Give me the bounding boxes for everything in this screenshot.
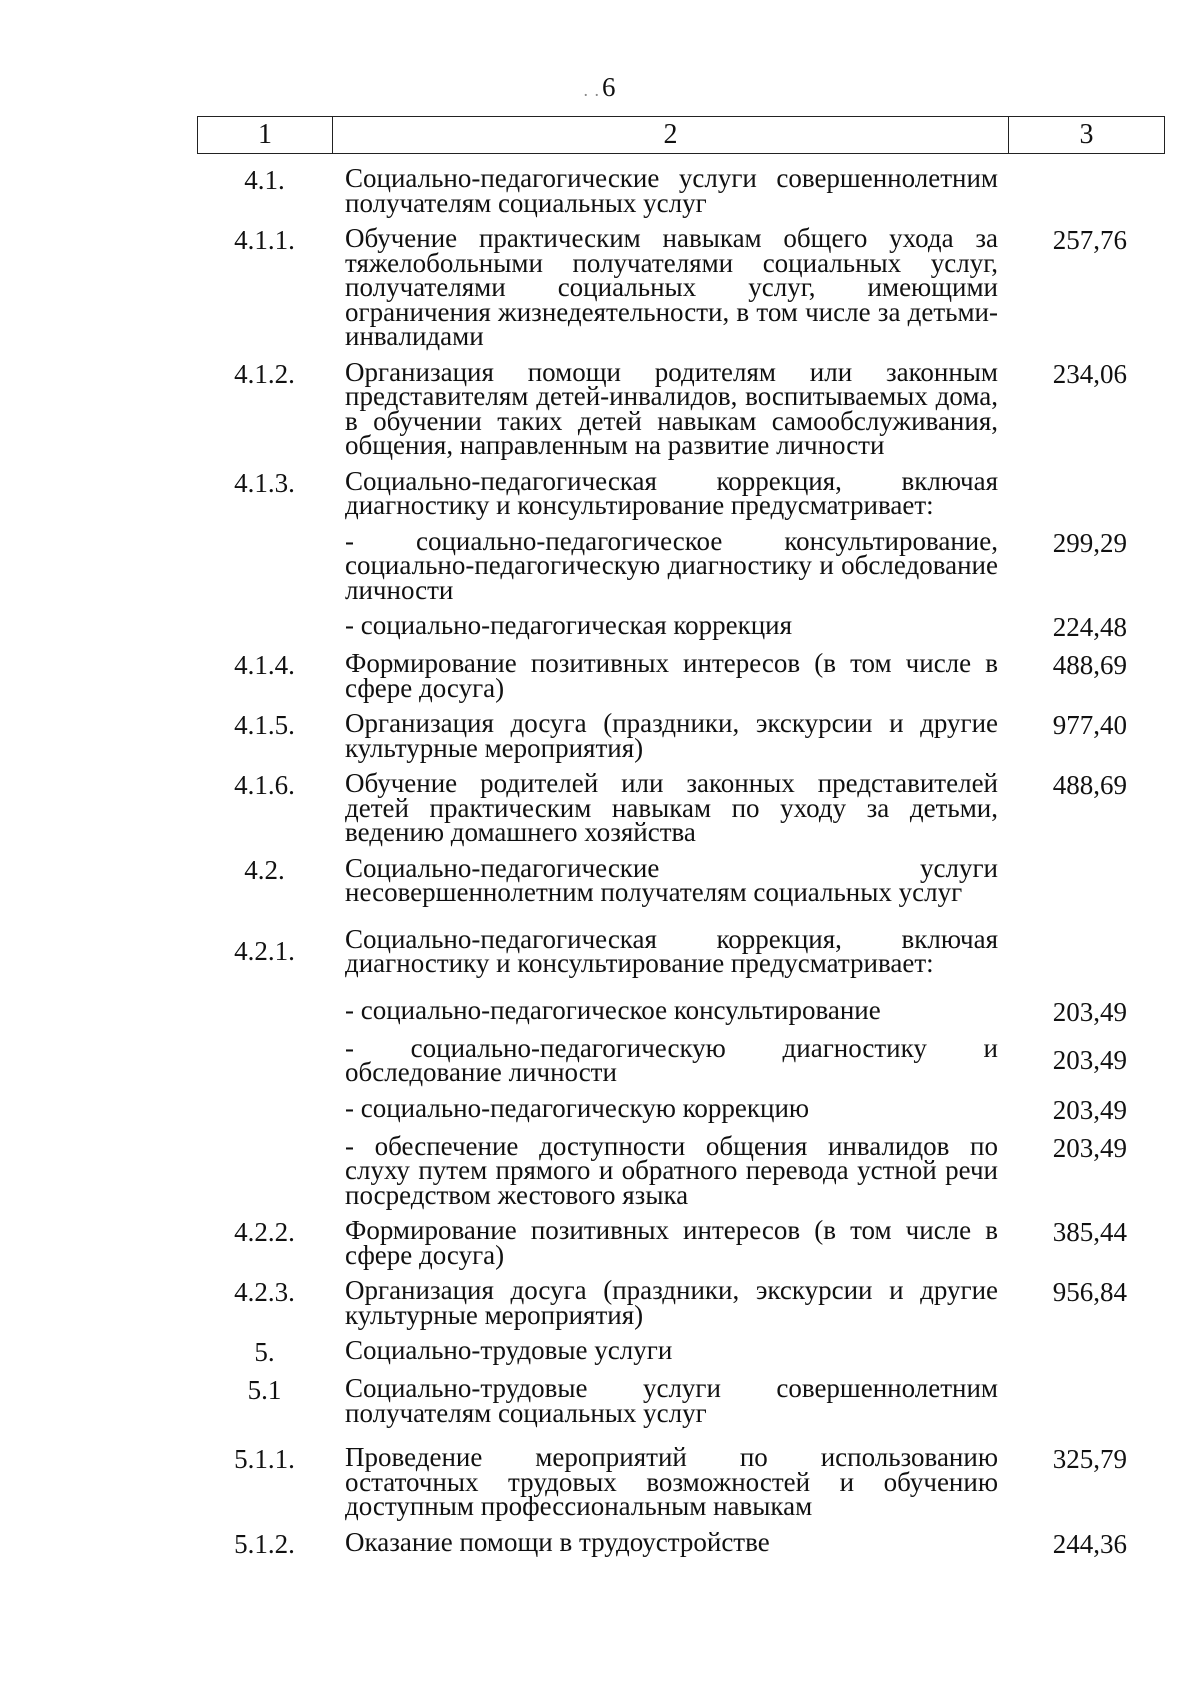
- row-value: 977,40: [1052, 710, 1127, 740]
- services-table-body: [197, 160, 1165, 1557]
- table-row: [197, 356, 1165, 460]
- row-number: [197, 613, 332, 615]
- row-text: Организация досуга (праздники, экскурсии и другие культурные мероприятия): [345, 708, 998, 763]
- row-value: [998, 469, 1165, 471]
- table-row: [197, 708, 1165, 763]
- table-row: [197, 465, 1165, 520]
- row-number: 4.1.4.: [234, 650, 295, 680]
- row-text: Социально-педагогические услуги несовершеннолетним получателям социальных услуг: [345, 852, 998, 907]
- row-number: 4.1.2.: [234, 358, 295, 389]
- table-row: [197, 648, 1165, 703]
- header-col-2: 2: [333, 117, 1009, 153]
- page-number-value: 6: [602, 72, 617, 102]
- row-number: 4.2.1.: [234, 935, 295, 966]
- table-row: [197, 1130, 1165, 1210]
- table-row: [197, 1275, 1165, 1330]
- row-text: Социально-педагогические услуги совершеннолетним получателям социальных услуг: [345, 163, 998, 218]
- row-value: 325,79: [1052, 1444, 1127, 1474]
- row-number: 4.1.5.: [234, 710, 295, 740]
- row-text: - социально-педагогическое консультирование: [345, 994, 881, 1025]
- row-number: 4.1.1.: [234, 225, 295, 255]
- row-value: [998, 856, 1165, 858]
- row-value: 203,49: [1052, 1094, 1127, 1125]
- row-number: 4.1.6.: [234, 770, 295, 800]
- row-value: 385,44: [1052, 1217, 1127, 1247]
- row-text: - социально-педагогическую диагностику и обследование личности: [345, 1032, 998, 1087]
- row-value: 956,84: [1052, 1277, 1127, 1307]
- row-value: 203,49: [1052, 1044, 1127, 1075]
- table-row: [197, 610, 1165, 642]
- row-number: 4.2.2.: [234, 1217, 295, 1247]
- row-value: 244,36: [1052, 1528, 1127, 1559]
- row-text: Социально-педагогическая коррекция, включая диагностику и консультирование предусматривает:: [345, 923, 998, 978]
- row-text: Оказание помощи в трудоустройстве: [345, 1526, 770, 1557]
- header-col-1: 1: [198, 117, 333, 153]
- table-row: [197, 163, 1165, 218]
- row-value: 299,29: [1052, 527, 1127, 558]
- row-text: Обучение практическим навыкам общего ухода за тяжелобольными получателями социальных услуг, получателями социальных услуг, имеющими ограничения жизнедеятельности, в том числе за детьми-инвалидами: [345, 223, 998, 351]
- row-text: Проведение мероприятий по использованию остаточных трудовых возможностей и обучению доступным профессиональным навыкам: [345, 1442, 998, 1521]
- row-text: - социально-педагогическую коррекцию: [345, 1092, 810, 1123]
- table-row: [197, 923, 1165, 978]
- row-text: Социально-трудовые услуги: [345, 1335, 673, 1365]
- row-value: [998, 166, 1165, 168]
- table-row: [197, 525, 1165, 605]
- row-number: [197, 998, 332, 1000]
- page-number-marks: . .: [583, 80, 600, 100]
- table-header: [197, 116, 1165, 154]
- row-text: Формирование позитивных интересов (в том числе в сфере досуга): [345, 1215, 998, 1270]
- table-row: [197, 1092, 1165, 1125]
- row-value: 257,76: [1052, 225, 1127, 255]
- row-text: Организация помощи родителям или законным представителям детей-инвалидов, воспитываемых дома, в обучении таких детей навыкам самообслуживания, общения, направленным на развитие личности: [345, 356, 998, 460]
- row-value: 203,49: [1052, 1132, 1127, 1163]
- row-number: 4.2.: [244, 854, 285, 885]
- row-value: [998, 927, 1165, 929]
- table-row: [197, 1032, 1165, 1087]
- row-number: 4.1.3.: [234, 467, 295, 498]
- row-number: [197, 529, 332, 531]
- row-text: Социально-трудовые услуги совершеннолетним получателям социальных услуг: [345, 1373, 998, 1428]
- table-row: [197, 223, 1165, 351]
- row-text: Обучение родителей или законных представителей детей практическим навыкам по уходу за детьми, ведению домашнего хозяйства: [345, 768, 998, 847]
- row-value: 224,48: [1052, 612, 1127, 642]
- row-number: 5.1.1.: [234, 1444, 295, 1474]
- row-text: - социально-педагогическая коррекция: [345, 610, 793, 640]
- row-number: [197, 1134, 332, 1136]
- table-row: [197, 852, 1165, 907]
- row-text: - социально-педагогическое консультирование, социально-педагогическую диагностику и обследование личности: [345, 525, 998, 605]
- row-value: [998, 1376, 1165, 1378]
- row-number: 5.: [254, 1337, 275, 1367]
- row-number: 4.1.: [244, 165, 285, 195]
- table-row: [197, 1442, 1165, 1521]
- table-row: [197, 768, 1165, 847]
- row-number: 5.1.2.: [234, 1528, 295, 1559]
- row-value: 203,49: [1052, 996, 1127, 1027]
- table-row: [197, 1215, 1165, 1270]
- row-text: - обеспечение доступности общения инвалидов по слуху путем прямого и обратного перевода устной речи посредством жестового языка: [345, 1130, 998, 1210]
- row-number: 4.2.3.: [234, 1277, 295, 1307]
- page-number: [0, 72, 1200, 103]
- row-text: Социально-педагогическая коррекция, включая диагностику и консультирование предусматривает:: [345, 465, 998, 520]
- row-value: 234,06: [1052, 358, 1127, 389]
- row-number: 5.1: [247, 1375, 282, 1405]
- row-value: [998, 1338, 1165, 1340]
- header-col-3: 3: [1079, 119, 1094, 150]
- table-row: [197, 1335, 1165, 1367]
- row-text: Формирование позитивных интересов (в том числе в сфере досуга): [345, 648, 998, 703]
- row-text: Организация досуга (праздники, экскурсии и другие культурные мероприятия): [345, 1275, 998, 1330]
- row-value: 488,69: [1052, 770, 1127, 800]
- row-number: [197, 1036, 332, 1038]
- table-row: [197, 994, 1165, 1027]
- table-row: [197, 1373, 1165, 1428]
- row-value: 488,69: [1052, 650, 1127, 680]
- table-row: [197, 1526, 1165, 1559]
- row-number: [197, 1096, 332, 1098]
